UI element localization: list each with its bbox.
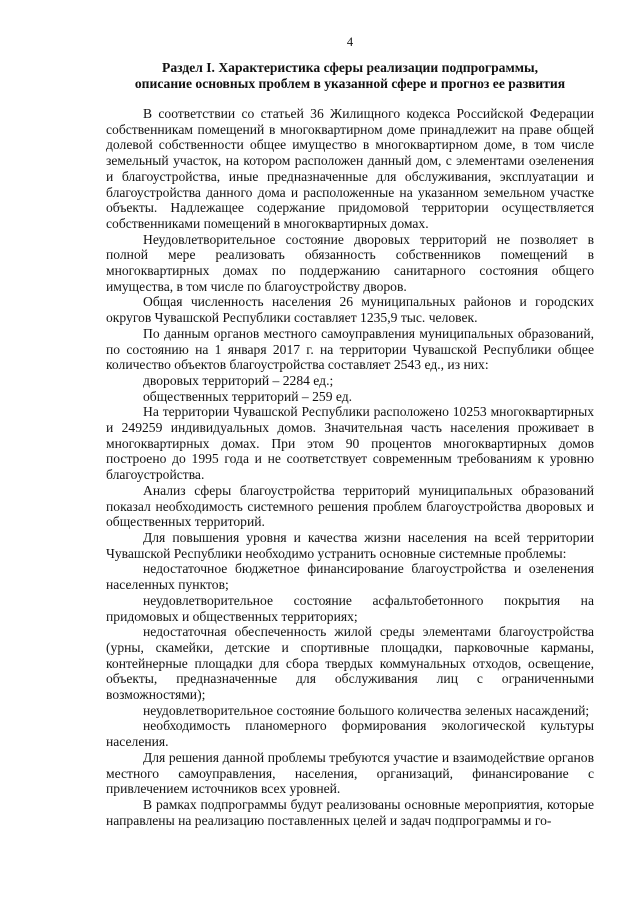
paragraph-analysis: Анализ сферы благоустройства территорий муниципальных образований показал необходимость системного решения проблем благоустройства дворовых и общественных территорий. <box>106 482 594 530</box>
list-item-ecological-culture: необходимость планомерного формирования экологической культуры населения. <box>106 718 594 750</box>
paragraph-yard-condition: Неудовлетворительное состояние дворовых территорий не позволяет в полной мере реализовать обязанность собственников помещений в многоквартирных домах по поддержанию санитарного состояния общего имущества, в том числе по благоустройству дворов. <box>106 231 594 294</box>
list-item-asphalt: неудовлетворительное состояние асфальтобетонного покрытия на придомовых и общественных территориях; <box>106 592 594 624</box>
paragraph-housing-stock: На территории Чувашской Республики расположено 10253 многоквартирных и 249259 индивидуальных домов. Значительная часть населения проживает в многоквартирных домах. При этом 90 процентов многоквартирных домов построено до 1995 года и не соответствует современным требованиям к уровню благоустройства. <box>106 404 594 483</box>
list-item-yard-territories: дворовых территорий – 2284 ед.; <box>143 372 334 388</box>
section-title-line-1: Раздел I. Характеристика сферы реализации подпрограммы, <box>162 60 538 75</box>
paragraph-population: Общая численность населения 26 муниципальных районов и городских округов Чувашской Республики составляет 1235,9 тыс. человек. <box>106 294 594 326</box>
paragraph-system-problems: Для повышения уровня и качества жизни населения на всей территории Чувашской Республики необходимо устранить основные системные проблемы: <box>106 529 594 561</box>
body-text <box>106 106 594 828</box>
paragraph-solution: Для решения данной проблемы требуются участие и взаимодействие органов местного самоуправления, населения, организаций, финансирование с привлечением источников всех уровней. <box>106 749 594 797</box>
list-item-amenities: недостаточная обеспеченность жилой среды элементами благоустройства (урны, скамейки, детские и спортивные площадки, парковочные карманы, контейнерные площадки для сбора твердых коммунальных отходов, освещение, объекты, предназначенные для обслуживания лиц с ограниченными возможностями); <box>106 624 594 703</box>
paragraph-measures: В рамках подпрограммы будут реализованы основные мероприятия, которые направлены на реализацию поставленных целей и задач подпрограммы и го- <box>106 796 594 828</box>
document-page <box>106 34 594 828</box>
list-item-public-territories: общественных территорий – 259 ед. <box>143 388 353 404</box>
section-title-line-2: описание основных проблем в указанной сфере и прогноз ее развития <box>134 76 566 91</box>
paragraph-housing-code: В соответствии со статьей 36 Жилищного кодекса Российской Федерации собственникам помещений в многоквартирном доме принадлежит на праве общей долевой собственности общее имущество в многоквартирном доме, в том числе земельный участок, на котором расположен данный дом, с элементами озеленения и благоустройства, иные предназначенные для обслуживания, эксплуатации и благоустройства данного дома и расположенные на указанном земельном участке объекты. Надлежащее содержание придомовой территории осуществляется собственниками помещений в многоквартирных домах. <box>106 106 594 231</box>
section-title <box>106 60 594 92</box>
list-item-budget: недостаточное бюджетное финансирование благоустройства и озеленения населенных пунктов; <box>106 561 594 593</box>
page-number: 4 <box>346 35 354 49</box>
list-item-green-spaces: неудовлетворительное состояние большого количества зеленых насаждений; <box>143 702 590 718</box>
paragraph-improvement-objects: По данным органов местного самоуправления муниципальных образований, по состоянию на 1 января 2017 г. на территории Чувашской Республики общее количество объектов благоустройства составляет 2543 ед., из них: <box>106 325 594 373</box>
